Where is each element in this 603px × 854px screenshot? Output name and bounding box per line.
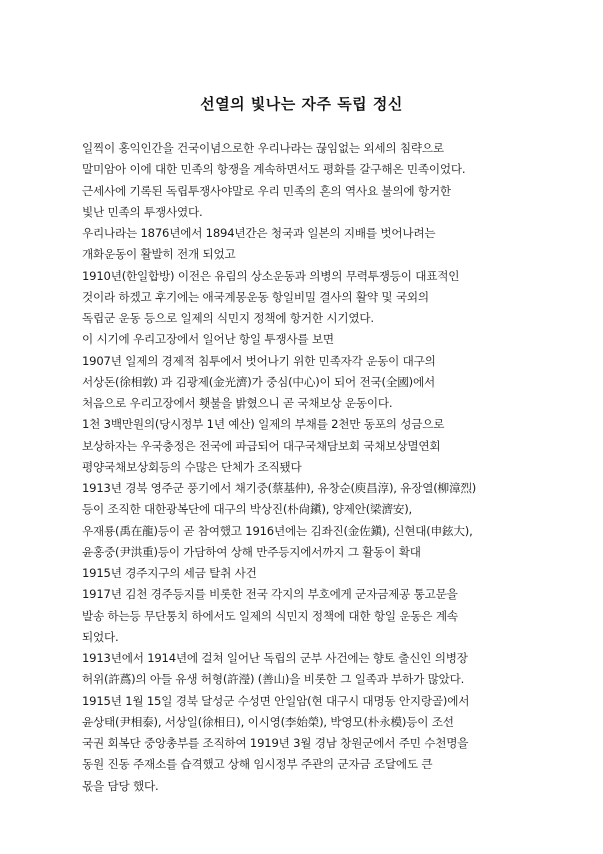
text-line: 등이 조직한 대한광복단에 대구의 박상진(朴尙鎭), 양제안(梁濟安), — [82, 502, 413, 517]
text-line: 이 시기에 우리고장에서 일어난 항일 투쟁사를 보면 — [82, 332, 334, 347]
text-line: 국권 회복단 중앙총부를 조직하여 1919년 3월 경남 창원군에서 주민 수천명을 — [82, 736, 469, 750]
document-body — [82, 138, 522, 797]
text-line: 1913년 경북 영주군 풍기에서 채기중(蔡基仲), 유창순(庾昌淳), 유장열(柳漳烈) — [82, 481, 477, 495]
text-line: 몫을 담당 했다. — [82, 778, 159, 793]
text-line: 되었다. — [82, 629, 119, 644]
text-line: 1910년(한일합방) 이전은 유림의 상소운동과 의병의 무력투쟁등이 대표적인 — [82, 268, 460, 283]
document-title: 선열의 빛나는 자주 독립 정신 — [200, 95, 403, 113]
text-line: 빛난 민족의 투쟁사였다. — [82, 204, 203, 219]
text-line: 허위(許蔿)의 아들 유생 허형(許瀅) (善山)을 비롯한 그 일족과 부하가 많았다. — [82, 672, 465, 687]
text-line: 우재룡(禹在龍)등이 곧 참여했고 1916년에는 김좌진(金佐鎭), 신현대(申鉉大), — [82, 523, 473, 538]
text-line: 서상돈(徐相敦) 과 김광제(金光濟)가 중심(中心)이 되어 전국(全國)에서 — [82, 374, 435, 389]
text-line: 보상하자는 우국충정은 전국에 파급되어 대구국채담보회 국채보상멸연회 — [82, 438, 441, 453]
text-line: 1913년에서 1914년에 걸쳐 일어난 독립의 군부 사건에는 향토 출신인 의병장 — [82, 651, 468, 665]
text-line: 동원 진동 주재소를 습격했고 상해 임시정부 주관의 군자금 조달에도 큰 — [82, 757, 433, 772]
text-line: 말미암아 이에 대한 민족의 항쟁을 계속하면서도 평화를 갈구해온 민족이었다. — [82, 162, 466, 177]
text-line: 일찍이 홍익인간을 건국이념으로한 우리나라는 끊임없는 외세의 침략으로 — [82, 141, 444, 155]
text-line: 것이라 하겠고 후기에는 애국계몽운동 항일비밀 결사의 활약 및 국외의 — [82, 289, 429, 304]
text-line: 윤상태(尹相泰), 서상일(徐相日), 이시영(李始榮), 박영모(朴永模)등이 조선 — [82, 714, 454, 729]
text-line: 독립군 운동 등으로 일제의 식민지 정책에 항거한 시기였다. — [82, 311, 374, 325]
text-line: 처음으로 우리고장에서 횃불을 밝혔으니 곧 국채보상 운동이다. — [82, 396, 393, 410]
text-line: 1천 3백만원의(당시정부 1년 예산) 일제의 부채를 2천만 동포의 성금으로 — [82, 417, 445, 432]
text-line: 우리나라는 1876년에서 1894년간은 청국과 일본의 지배를 벗어나려는 — [82, 226, 436, 240]
text-line: 평양국채보상회등의 수많은 단체가 조직됐다 — [82, 459, 302, 474]
text-line: 1915년 1월 15일 경북 달성군 수성면 안일암(현 대구시 대명동 안지랑골)에서 — [82, 693, 470, 708]
text-line: 발송 하는등 무단통치 하에서도 일제의 식민지 정책에 대한 항일 운동은 계속 — [82, 608, 458, 623]
text-line: 1917년 김천 경주등지를 비롯한 전국 각지의 부호에게 군자금제공 통고문을 — [82, 587, 458, 602]
text-line: 1915년 경주지구의 세금 탈취 사건 — [82, 566, 257, 580]
text-line: 개화운동이 활발히 전개 되었고 — [82, 247, 236, 262]
text-line: 1907년 일제의 경제적 침투에서 벗어나기 위한 민족자각 운동이 대구의 — [82, 353, 436, 368]
text-line: 근세사에 기록된 독립투쟁사야말로 우리 민족의 혼의 역사요 불의에 항거한 — [82, 183, 451, 198]
text-line: 윤홍중(尹洪重)등이 가담하여 상해 만주등지에서까지 그 활동이 확대 — [82, 544, 421, 559]
